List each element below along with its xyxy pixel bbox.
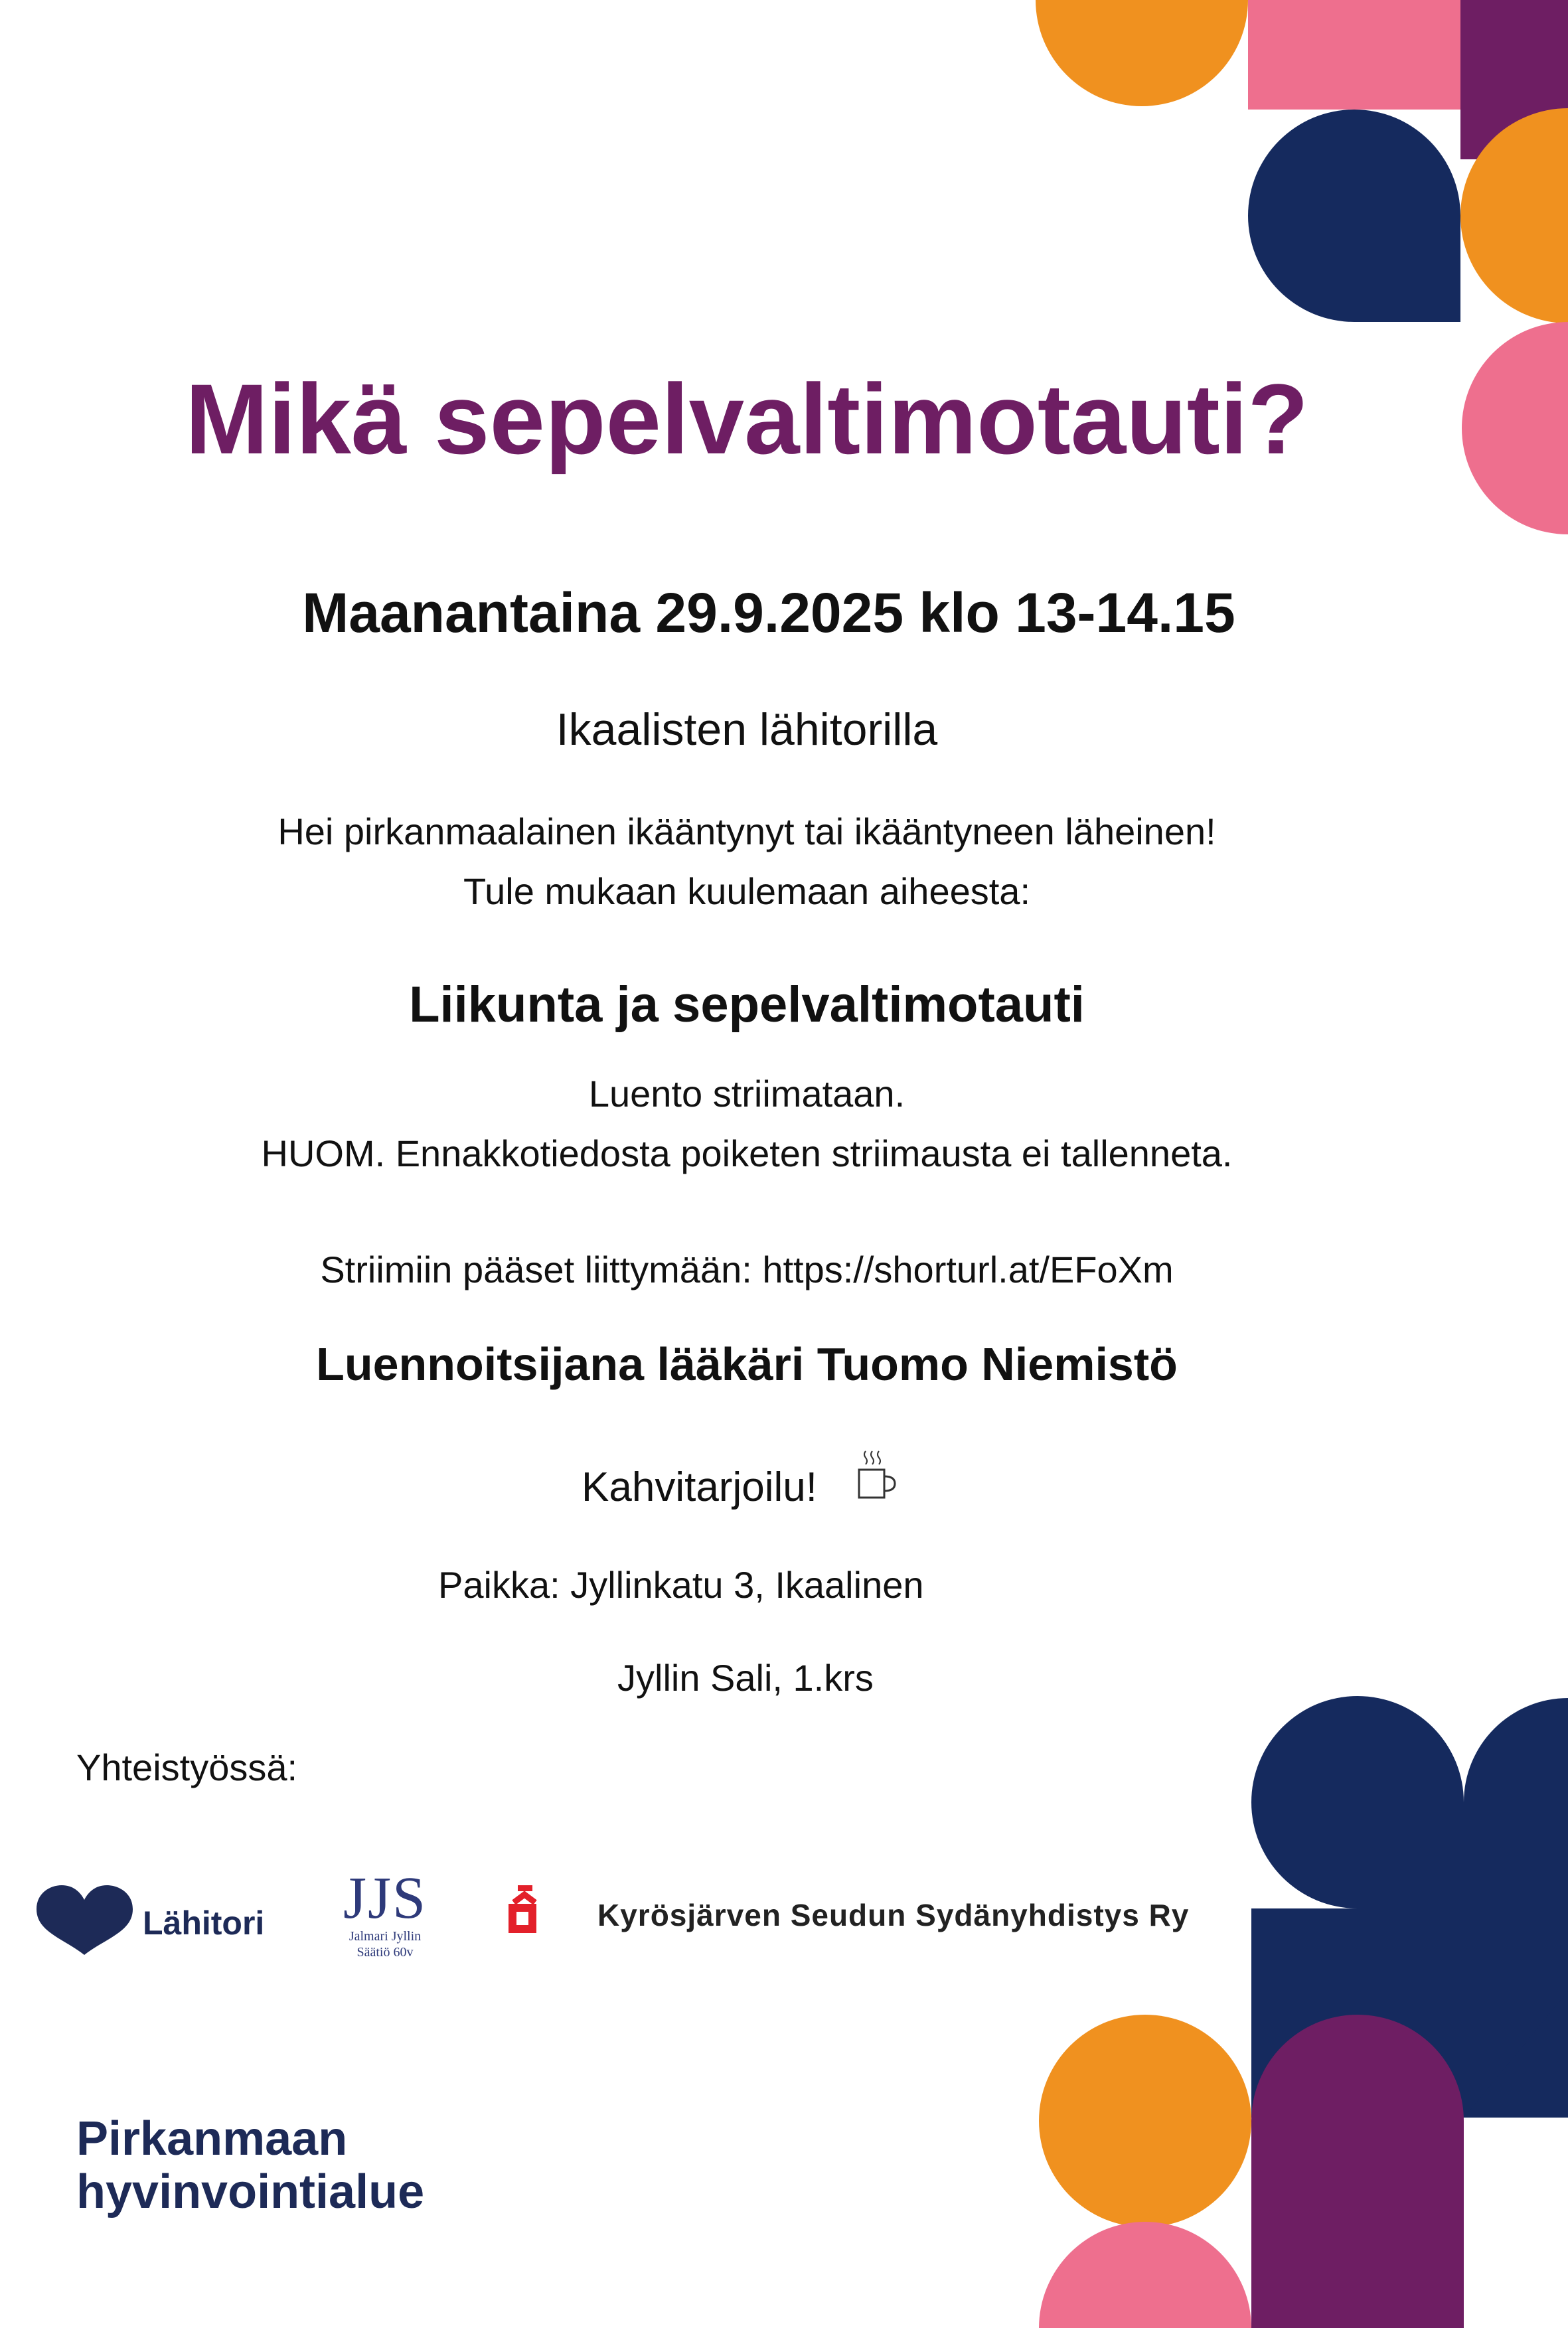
event-date: Maanantaina 29.9.2025 klo 13-14.15 [302, 582, 1235, 644]
jjs-name: Jalmari Jyllin [349, 1929, 422, 1944]
page-title: Mikä sepelvaltimotauti? [185, 363, 1309, 475]
stream-note: Luento striimataan. [588, 1073, 905, 1115]
heart-symbol-icon [505, 1885, 544, 1938]
coffee-note: Kahvitarjoilu! [582, 1464, 817, 1510]
kss-name: Kyrösjärven Seudun Sydänyhdistys Ry [597, 1898, 1190, 1932]
lecture-topic: Liikunta ja sepelvaltimotauti [409, 976, 1085, 1033]
organizer-line-2: hyvinvointialue [76, 2165, 425, 2218]
event-venue: Ikaalisten lähitorilla [556, 704, 938, 755]
jjs-logo [335, 1865, 435, 1960]
event-hall: Jyllin Sali, 1.krs [617, 1657, 874, 1699]
jjs-subtitle: Säätiö 60v [356, 1945, 414, 1960]
event-address: Paikka: Jyllinkatu 3, Ikaalinen [438, 1564, 924, 1606]
jjs-mark: JJS [343, 1865, 428, 1931]
stream-link[interactable]: Striimiin pääset liittymään: https://shorturl.at/EFoXm [320, 1249, 1174, 1290]
organizer-line-1: Pirkanmaan [76, 2112, 348, 2165]
lahitori-heart-icon [37, 1885, 133, 1958]
stream-warning: HUOM. Ennakkotiedosta poiketen striimausta ei tallenneta. [261, 1132, 1233, 1174]
intro-line-2: Tule mukaan kuulemaan aiheesta: [463, 870, 1030, 912]
lecturer: Luennoitsijana lääkäri Tuomo Niemistö [316, 1338, 1178, 1390]
intro-line-1: Hei pirkanmaalainen ikääntynyt tai ikääntyneen läheinen! [277, 811, 1216, 852]
organizer-logo [76, 2112, 424, 2218]
coffee-cup-icon [856, 1448, 896, 1502]
lahitori-name: Lähitori [143, 1904, 265, 1942]
cooperation-label: Yhteistyössä: [76, 1746, 298, 1788]
